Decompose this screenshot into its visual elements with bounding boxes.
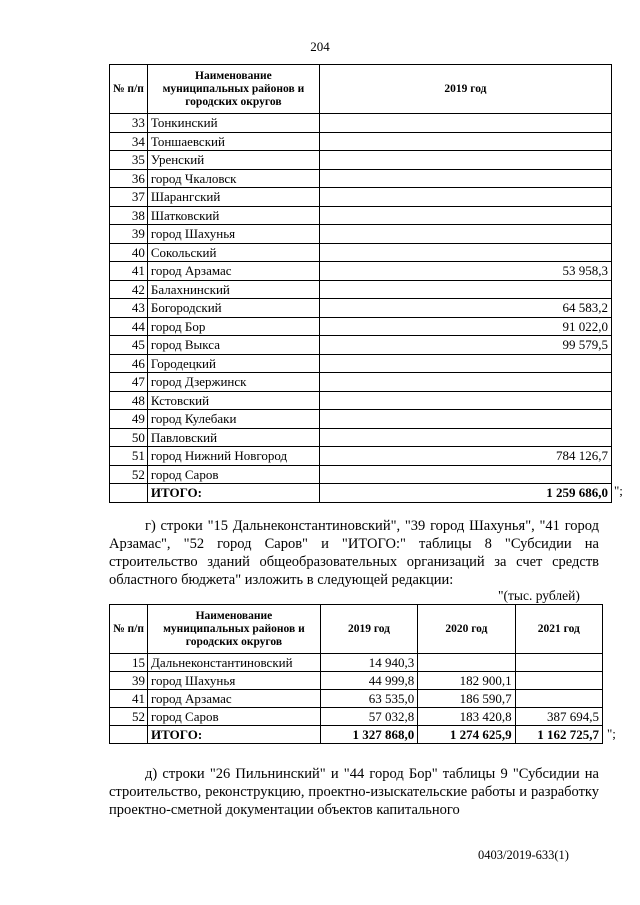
value-2019: 63 535,0	[320, 690, 417, 708]
value-2019	[319, 114, 611, 133]
table-header-row	[110, 65, 612, 114]
row-number: 37	[110, 188, 148, 207]
header-municipality: Наименование муниципальных районов и городских округов	[148, 605, 321, 654]
row-number: 44	[110, 317, 148, 336]
row-number: 42	[110, 280, 148, 299]
table-row	[110, 317, 612, 336]
value-2021	[515, 654, 602, 672]
table-row	[110, 336, 612, 355]
municipality-name: Уренский	[147, 151, 319, 170]
value-2019	[319, 206, 611, 225]
table-row	[110, 280, 612, 299]
value-2019: 99 579,5	[319, 336, 611, 355]
row-number: 43	[110, 299, 148, 318]
table-subsidies-2019-2021	[109, 604, 603, 744]
municipality-name: город Арзамас	[147, 262, 319, 281]
header-2020: 2020 год	[418, 605, 515, 654]
municipality-name: Городецкий	[147, 354, 319, 373]
value-2019	[319, 243, 611, 262]
table-row	[110, 690, 603, 708]
paragraph-d: д) строки "26 Пильнинский" и "44 город Бор" таблицы 9 "Субсидии на строительство, реконструкцию, проектно-изыскательские работы и разработку проектно-сметной документации объектов капитального	[109, 766, 599, 818]
row-number: 36	[110, 169, 148, 188]
table-row	[110, 708, 603, 726]
closing-quote: ";	[607, 726, 616, 741]
table-row	[110, 672, 603, 690]
table-row	[110, 299, 612, 318]
value-2019	[319, 280, 611, 299]
paragraph-g: г) строки "15 Дальнеконстантиновский", "39 город Шахунья", "41 город Арзамас", "52 город Саров" и "ИТОГО:" таблицы 8 "Субсидии на строительство зданий общеобразовательных организаций за счет средств областного бюджета" изложить в следующей редакции:	[109, 518, 599, 588]
page-number: 204	[310, 39, 330, 54]
total-row	[110, 484, 612, 503]
row-number: 45	[110, 336, 148, 355]
header-number: № п/п	[110, 605, 148, 654]
row-number: 50	[110, 428, 148, 447]
row-number: 33	[110, 114, 148, 133]
value-2019: 53 958,3	[319, 262, 611, 281]
municipality-name: город Саров	[147, 465, 319, 484]
table-row	[110, 428, 612, 447]
table-row	[110, 447, 612, 466]
row-number: 46	[110, 354, 148, 373]
value-2021: 387 694,5	[515, 708, 602, 726]
table-row	[110, 243, 612, 262]
value-2019	[319, 373, 611, 392]
value-2019	[319, 428, 611, 447]
header-2019: 2019 год	[320, 605, 417, 654]
row-number: 41	[110, 262, 148, 281]
municipality-name: город Кулебаки	[147, 410, 319, 429]
row-number: 52	[110, 465, 148, 484]
value-2021	[515, 690, 602, 708]
total-label: ИТОГО:	[147, 484, 319, 503]
value-2019: 64 583,2	[319, 299, 611, 318]
total-2020: 1 274 625,9	[418, 726, 515, 744]
value-2019	[319, 354, 611, 373]
municipality-name: Балахнинский	[147, 280, 319, 299]
row-number: 39	[110, 672, 148, 690]
table-row	[110, 151, 612, 170]
table-row	[110, 262, 612, 281]
table-row	[110, 114, 612, 133]
municipality-name: город Арзамас	[148, 690, 321, 708]
municipality-name: Шатковский	[147, 206, 319, 225]
table-row	[110, 354, 612, 373]
value-2020: 186 590,7	[418, 690, 515, 708]
municipality-name: город Саров	[148, 708, 321, 726]
value-2019: 14 940,3	[320, 654, 417, 672]
row-number: 49	[110, 410, 148, 429]
closing-quote: ";	[614, 483, 623, 498]
row-number: 48	[110, 391, 148, 410]
row-number: 47	[110, 373, 148, 392]
row-number: 41	[110, 690, 148, 708]
municipality-name: Павловский	[147, 428, 319, 447]
municipality-name: город Шахунья	[147, 225, 319, 244]
table-row	[110, 465, 612, 484]
value-2019	[319, 132, 611, 151]
municipality-name: Тоншаевский	[147, 132, 319, 151]
municipality-name: Кстовский	[147, 391, 319, 410]
table-header-row	[110, 605, 603, 654]
row-number: 51	[110, 447, 148, 466]
row-number: 34	[110, 132, 148, 151]
total-number-cell	[110, 484, 148, 503]
municipality-name: Сокольский	[147, 243, 319, 262]
value-2021	[515, 672, 602, 690]
municipality-name: Богородский	[147, 299, 319, 318]
row-number: 40	[110, 243, 148, 262]
row-number: 38	[110, 206, 148, 225]
municipality-name: город Бор	[147, 317, 319, 336]
value-2019	[319, 169, 611, 188]
value-2019: 44 999,8	[320, 672, 417, 690]
value-2019	[319, 465, 611, 484]
total-2019: 1 259 686,0	[319, 484, 611, 503]
municipality-name: город Дзержинск	[147, 373, 319, 392]
municipality-name: город Нижний Новгород	[147, 447, 319, 466]
document-code: 0403/2019-633(1)	[478, 848, 569, 862]
municipality-name: Тонкинский	[147, 114, 319, 133]
municipality-name: город Чкаловск	[147, 169, 319, 188]
table-row	[110, 391, 612, 410]
table-row	[110, 373, 612, 392]
value-2020: 183 420,8	[418, 708, 515, 726]
municipality-name: город Шахунья	[148, 672, 321, 690]
row-number: 39	[110, 225, 148, 244]
value-2019	[319, 188, 611, 207]
row-number: 15	[110, 654, 148, 672]
header-number: № п/п	[110, 65, 148, 114]
value-2019: 57 032,8	[320, 708, 417, 726]
unit-label: "(тыс. рублей)	[498, 588, 580, 603]
table-row	[110, 225, 612, 244]
table-row	[110, 410, 612, 429]
value-2020	[418, 654, 515, 672]
row-number: 35	[110, 151, 148, 170]
value-2019	[319, 151, 611, 170]
value-2019: 91 022,0	[319, 317, 611, 336]
value-2019	[319, 391, 611, 410]
table-row	[110, 654, 603, 672]
value-2019	[319, 225, 611, 244]
header-2019: 2019 год	[319, 65, 611, 114]
header-municipality: Наименование муниципальных районов и городских округов	[147, 65, 319, 114]
table-row	[110, 169, 612, 188]
row-number: 52	[110, 708, 148, 726]
total-label: ИТОГО:	[148, 726, 321, 744]
value-2019: 784 126,7	[319, 447, 611, 466]
total-2019: 1 327 868,0	[320, 726, 417, 744]
table-subsidies-2019	[109, 64, 612, 503]
value-2020: 182 900,1	[418, 672, 515, 690]
total-2021: 1 162 725,7	[515, 726, 602, 744]
municipality-name: Дальнеконстантиновский	[148, 654, 321, 672]
table-row	[110, 132, 612, 151]
municipality-name: город Выкса	[147, 336, 319, 355]
total-number-cell	[110, 726, 148, 744]
total-row	[110, 726, 603, 744]
value-2019	[319, 410, 611, 429]
table-row	[110, 188, 612, 207]
municipality-name: Шарангский	[147, 188, 319, 207]
header-2021: 2021 год	[515, 605, 602, 654]
table-row	[110, 206, 612, 225]
